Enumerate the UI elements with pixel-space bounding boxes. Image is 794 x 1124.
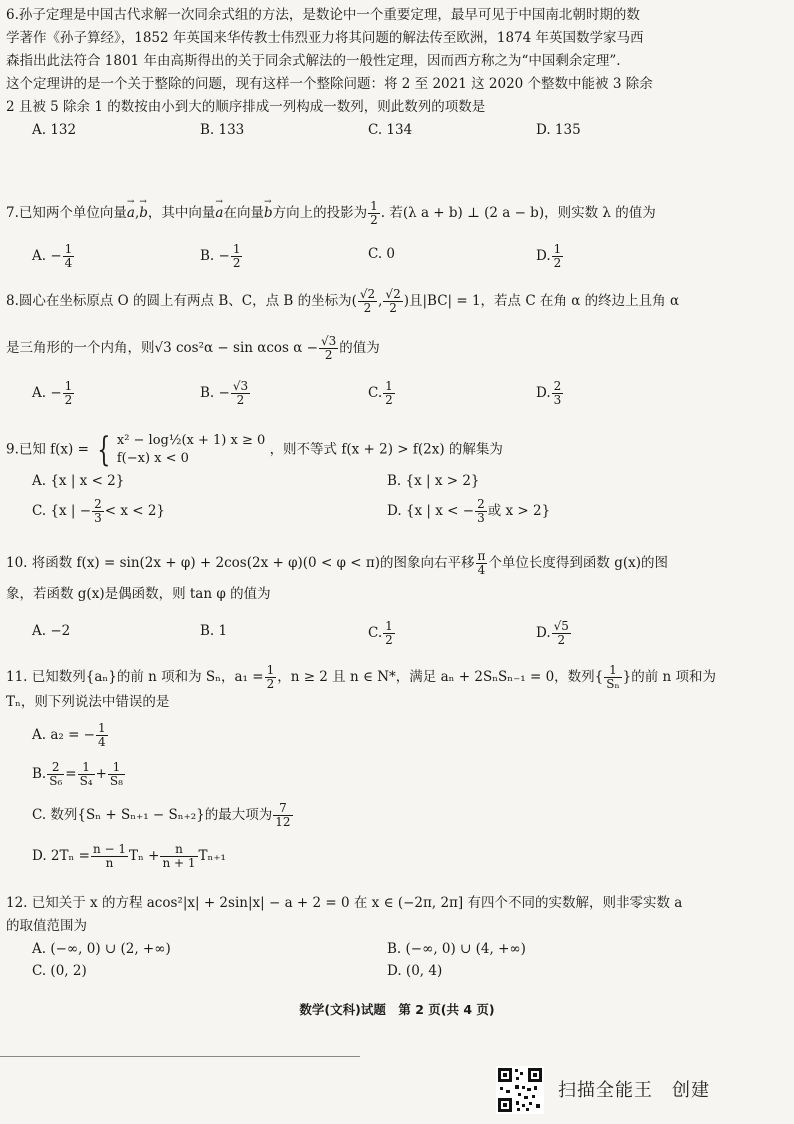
- q12-options-row2: [6, 960, 742, 982]
- q7-comma: ,: [134, 205, 140, 221]
- q7-mid2: 在向量: [223, 205, 264, 221]
- q10-option-b: B. 1: [200, 623, 228, 639]
- q6-options: [6, 119, 742, 141]
- q7-mid3: 方向上的投影为: [272, 205, 368, 221]
- q8-option-c: C. $\frac{1}{2}$: [368, 379, 393, 407]
- q7-mid1: ，其中向量: [147, 205, 216, 221]
- question-6: [6, 4, 742, 141]
- vector-b: → b: [139, 202, 148, 225]
- q9-options-row1: [6, 470, 742, 492]
- q9-option-b: B. {x | x > 2}: [387, 473, 480, 489]
- q6-line2: 学著作《孙子算经》，1852 年英国来华传教士伟烈亚力将其问题的解法传至欧洲，1874 年英国数学家马西: [6, 30, 644, 46]
- q7-stem: [6, 200, 742, 227]
- q6-option-c: C. 134: [368, 122, 413, 138]
- q10-option-d: D. $\frac{√5}{2}$: [536, 619, 569, 647]
- vector-a-2: → a: [215, 202, 223, 225]
- q11-line2: Tₙ，则下列说法中错误的是: [6, 694, 170, 710]
- q7-options: [6, 243, 742, 270]
- q10-option-c: C. $\frac{1}{2}$: [368, 619, 393, 647]
- q7-option-c: C. 0: [368, 246, 396, 262]
- q9-option-a: A. {x | x < 2}: [32, 473, 125, 489]
- q7-option-b: B. − $\frac{1}{2}$: [200, 242, 241, 270]
- q6-line3: 森指出此法符合 1801 年由高斯得出的关于同余式解法的一般性定理，因而西方称之为“中国剩余定理”.: [6, 53, 621, 69]
- q12-line2: 的取值范围为: [6, 918, 87, 934]
- vector-b-2: → b: [264, 202, 273, 225]
- q8-line1: 8.圆心在坐标原点 O 的圆上有两点 B、C，点 B 的坐标为( $\frac{√2}{2}$ , $\frac{√2}{2}$ )且|BC| = 1，若点 C 在角 α 的终边上且角 α: [6, 287, 680, 315]
- question-8: [6, 288, 742, 407]
- q10-options: [6, 620, 742, 647]
- q6-option-d: D. 135: [536, 122, 581, 138]
- q11-option-b: B. $\frac{2}{\text{S₆}}$ = $\frac{1}{\text{S₄}}$ + $\frac{1}{\text{S₈}}$: [32, 760, 123, 788]
- q7-prefix: 7.已知两个单位向量: [6, 205, 127, 221]
- q12-options-row1: [6, 938, 742, 960]
- question-9: [6, 432, 742, 525]
- question-7: [6, 200, 742, 270]
- q12-option-d: D. (0, 4): [387, 963, 443, 979]
- qr-code-icon: [496, 1066, 544, 1114]
- q11-option-a: A. a₂ = − $\frac{1}{4}$: [32, 721, 106, 749]
- q11-option-d: D. 2Tₙ = $\frac{n - 1}{n}$ Tₙ + $\frac{n}{n + 1}$ Tₙ₊₁: [32, 842, 226, 870]
- q9-option-d: D. {x | x < − $\frac{2}{3}$ 或 x > 2}: [387, 497, 551, 525]
- q8-option-b: B. − $\frac{√3}{2}$: [200, 379, 249, 407]
- q12-option-c: C. (0, 2): [32, 963, 87, 979]
- q10-line2: 象，若函数 g(x)是偶函数，则 tan φ 的值为: [6, 586, 271, 602]
- q6-line1: 6.孙子定理是中国古代求解一次同余式组的方法，是数论中一个重要定理，最早可见于中国南北朝时期的数: [6, 7, 640, 23]
- vector-a: → a: [127, 202, 135, 225]
- q9-case1: x² − log½(x + 1) x ≥ 0: [116, 433, 266, 448]
- q12-option-a: A. (−∞, 0) ∪ (2, +∞): [32, 941, 171, 957]
- q6-line5: 2 且被 5 除余 1 的数按由小到大的顺序排成一列构成一数列，则此数列的项数是: [6, 99, 486, 115]
- q8-option-a: A. − $\frac{1}{2}$: [32, 379, 73, 407]
- q7-projection-fraction: $\frac{1}{2}$: [370, 199, 378, 227]
- q12-option-b: B. (−∞, 0) ∪ (4, +∞): [387, 941, 526, 957]
- q7-option-d: D. $\frac{1}{2}$: [536, 242, 562, 270]
- q10-option-a: A. −2: [32, 623, 71, 639]
- question-10: [6, 550, 742, 647]
- q9-options-row2: [6, 498, 742, 525]
- q7-option-a: A. − $\frac{1}{4}$: [32, 242, 73, 270]
- divider-line: [0, 1056, 360, 1057]
- q7-condition: . 若(λ a + b) ⊥ (2 a − b)，则实数 λ 的值为: [380, 205, 656, 221]
- q6-option-b: B. 133: [200, 122, 245, 138]
- q11-option-c: C. 数列{Sₙ + Sₙ₊₁ − Sₙ₊₂}的最大项为 $\frac{7}{12}$: [32, 801, 291, 829]
- q9-option-c: C. {x | − $\frac{2}{3}$ < x < 2}: [32, 497, 166, 525]
- q6-option-a: A. 132: [32, 122, 77, 138]
- page-footer: 数学(文科)试题 第 2 页(共 4 页): [299, 1002, 495, 1017]
- question-12: [6, 892, 742, 982]
- scanner-watermark: 扫描全能王 创建: [558, 1080, 710, 1101]
- q9-stem: 9.已知 f(x) = { x² − log½(x + 1) x ≥ 0 f(−x) x < 0 ，则不等式 f(x + 2) > f(2x) 的解集为: [6, 430, 503, 470]
- q9-case2: f(−x) x < 0: [116, 451, 189, 466]
- q8-options: [6, 380, 742, 407]
- q11-line1: 11. 已知数列{aₙ}的前 n 项和为 Sₙ，a₁ = $\frac{1}{2}$ ，n ≥ 2 且 n ∈ N*，满足 aₙ + 2SₙSₙ₋₁ = 0，数列{ $\frac{1}{\text{Sₙ}}$ }的前 n 项和为: [6, 663, 717, 691]
- q8-line2: 是三角形的一个内角，则√3 cos²α − sin αcos α − $\frac{√3}{2}$ 的值为: [6, 334, 380, 362]
- question-11: [6, 664, 742, 870]
- q12-line1: 12. 已知关于 x 的方程 acos²|x| + 2sin|x| − a + 2 = 0 在 x ∈ (−2π, 2π] 有四个不同的实数解，则非零实数 a: [6, 895, 683, 911]
- q10-line1: 10. 将函数 f(x) = sin(2x + φ) + 2cos(2x + φ)(0 < φ < π)的图象向右平移 $\frac{\pi}{4}$ 个单位长度得到函数 g(x)的图: [6, 549, 669, 577]
- q6-line4: 这个定理讲的是一个关于整除的问题，现有这样一个整除问题：将 2 至 2021 这 2020 个整数中能被 3 除余: [6, 76, 653, 92]
- q8-option-d: D. $\frac{2}{3}$: [536, 379, 562, 407]
